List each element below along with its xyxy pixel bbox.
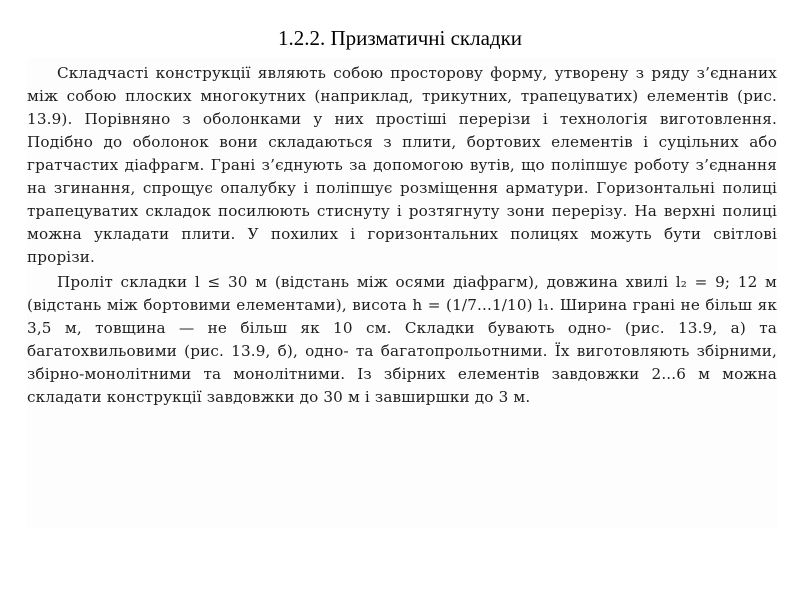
paragraph-folded-structures-dimensions: Проліт складки l ≤ 30 м (відстань між осями діафрагм), довжина хвилі l₂ = 9; 12 м (відстань між бортовими елементами), висота h = (1/7...1/10) l₁. Ширина грані не більш як 3,5 м, товщина — не більш як 10 см. Складки бувають одно- (рис. 13.9, а) та багатохвильовими (рис. 13.9, б), одно- та багатопрольотними. Їх виготовляють збірними, збірно-монолітними та монолітними. Із збірних елементів завдовжки 2...6 м можна складати конструкції завдовжки до 30 м і завширшки до 3 м. — [27, 273, 777, 406]
paragraph-folded-structures-intro: Складчасті конструкції являють собою просторову форму, утворену з ряду з’єднаних між собою плоских многокутних (наприклад, трикутних, трапецуватих) елементів (рис. 13.9). Порівняно з оболонками у них простіші перерізи і технологія виготовлення. Подібно до оболонок вони складаються з плити, бортових елементів і суцільних або гратчастих діафрагм. Грані з’єднують за допомогою вутів, що поліпшує роботу з’єднання на згинання, спрощує опалубку і поліпшує розміщення арматури. Горизонтальні полиці трапецуватих складок посилюють стиснуту і розтягнуту зони перерізу. На верхні полиці можна укладати плити. У похилих і горизонтальних полицях можуть бути світлові прорізи. — [27, 64, 777, 266]
scanned-text-block — [27, 58, 777, 528]
slide-title: 1.2.2. Призматичні складки — [277, 26, 523, 50]
